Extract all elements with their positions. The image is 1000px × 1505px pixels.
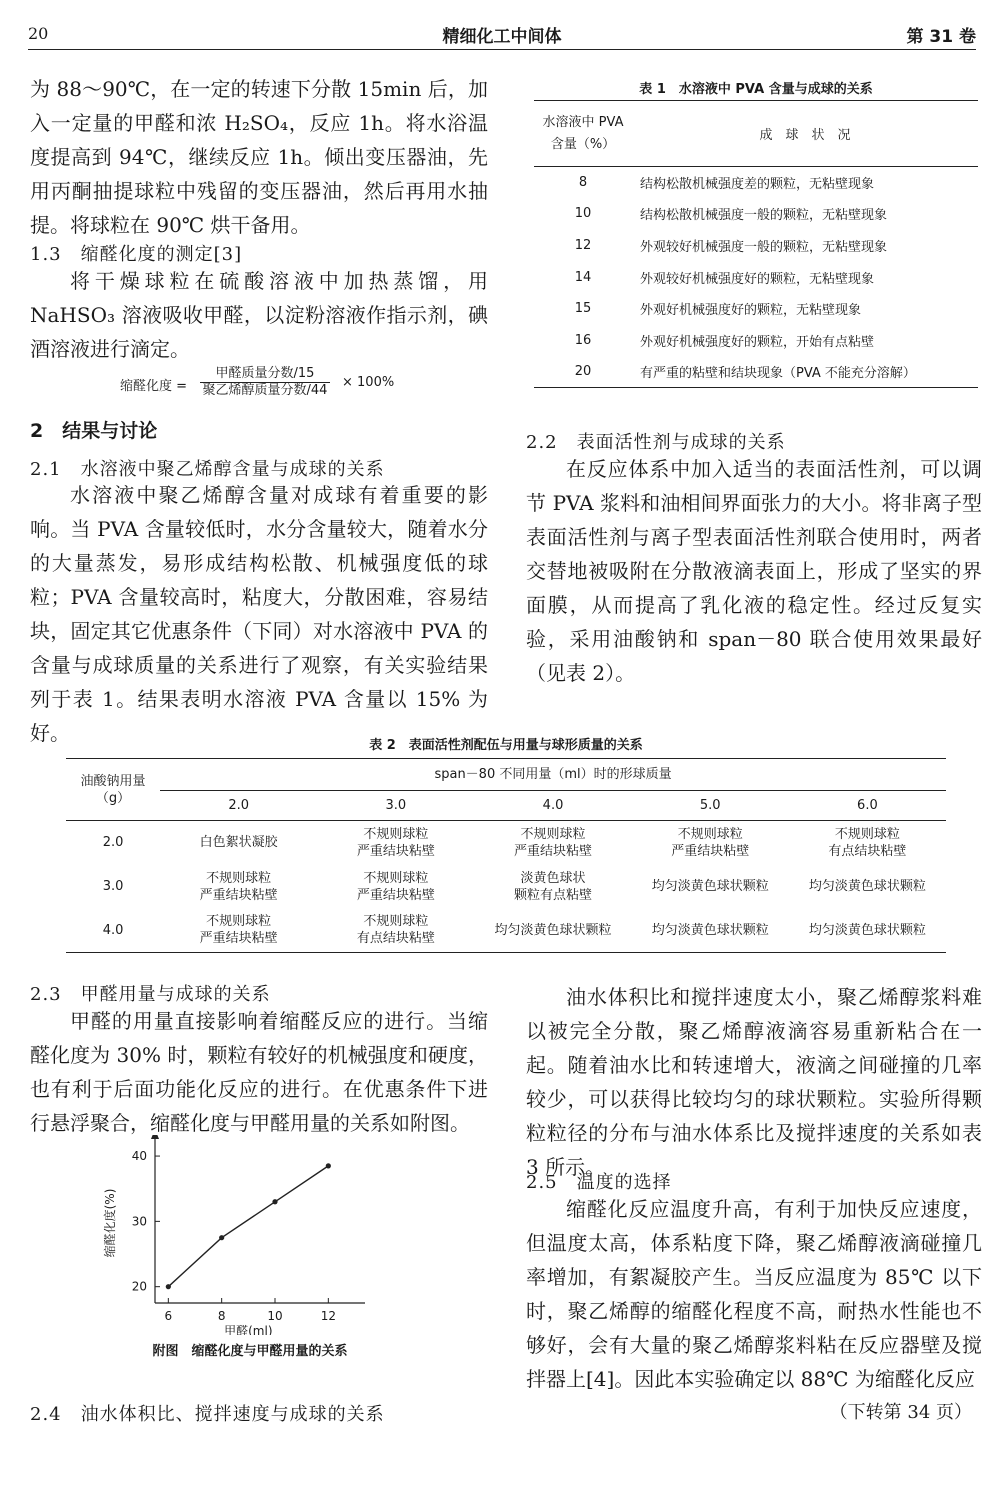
x-tick-label: 10 (267, 1309, 283, 1323)
table1-pva-cell: 10 (574, 206, 592, 222)
paragraph-pva-content: 水溶液中聚乙烯醇含量对成球有着重要的影响。当 PVA 含量较低时，水分含量较大，随着水分的大量蒸发，易形成结构松散、机械强度低的球粒；PVA 含量较高时，粘度大，分散困难，容易结块，固定其它优惠条件（下同）对水溶液中 PVA 的含量与成球质量的关系进行了观察，有关实验结果列于表 1。结果表明水溶液 PVA 含量以 15% 为好。 (30, 483, 488, 745)
x-axis-label: 甲醛(ml) (224, 1324, 273, 1335)
continued-note: （下转第 34 页） (829, 1402, 972, 1423)
section-2-heading: 2 结果与讨论 (30, 420, 158, 442)
formula-numerator: 甲醛质量分数/15 (200, 366, 330, 383)
table2-cell: 白色絮状凝胶 (199, 835, 278, 851)
table1-row (534, 324, 978, 356)
table1-row (534, 293, 978, 325)
y-tick-label: 20 (131, 1279, 147, 1294)
table1-status-cell: 有严重的粘壁和结块现象（PVA 不能充分溶解） (640, 366, 916, 382)
y-tick-label: 40 (131, 1149, 147, 1164)
page-number: 20 (28, 24, 49, 43)
table2-cell: 不规则球粒 有点结块粘壁 (356, 914, 435, 947)
page-header (28, 20, 976, 50)
y-tick-label: 30 (131, 1214, 147, 1229)
table2-row-label: 3.0 (102, 879, 124, 894)
paragraph-surfactant: 在反应体系中加入适当的表面活性剂，可以调节 PVA 浆料和油相间界面张力的大小。将非离子型表面活性剂与离子型表面活性剂联合使用时，两者交替地被吸附在分散液滴表面上，形成了坚实的界面膜，从而提高了乳化液的稳定性。经过反复实验，采用油酸钠和 span－80 联合使用效果最好（见表 2）。 (526, 457, 982, 685)
x-tick-label: 8 (217, 1309, 226, 1323)
table2-cell: 均匀淡黄色球状颗粒 (808, 922, 926, 938)
y-axis-arrow (151, 1135, 159, 1139)
table1-header-status: 成 球 状 况 (759, 128, 851, 143)
section-2-3-heading: 2.3 甲醛用量与成球的关系 (30, 984, 271, 1005)
table1-status-cell: 外观较好机械强度一般的颗粒，无粘壁现象 (640, 239, 888, 255)
table1-pva-cell: 14 (574, 269, 592, 285)
section-2-5-heading: 2.5 温度的选择 (526, 1172, 672, 1193)
table2-cell: 均匀淡黄色球状颗粒 (651, 879, 769, 894)
table1-pva-cell: 16 (574, 332, 592, 348)
figure-caption: 附图 缩醛化度与甲醛用量的关系 (152, 1344, 348, 1359)
data-point (166, 1284, 171, 1289)
volume-label: 第 31 卷 (906, 27, 976, 47)
paragraph-oil-water: 油水体积比和搅拌速度太小，聚乙烯醇浆料难以被完全分散，聚乙烯醇液滴容易重新粘合在一起。随着油水比和转速增大，液滴之间碰撞的几率较少，可以获得比较均匀的球状颗粒。实验所得颗粒粒径的分布与油水体系比及搅拌速度的关系如表 3 所示。 (526, 985, 982, 1179)
table2-col-header: 3.0 (385, 798, 407, 813)
y-axis-label: 缩醛化度(%) (103, 1188, 117, 1258)
formula-rhs: × 100% (342, 375, 395, 390)
formula-denominator: 聚乙烯醇质量分数/44 (202, 383, 328, 398)
paragraph-measurement: 将干燥球粒在硫酸溶液中加热蒸馏，用 NaHSO₃ 溶液吸收甲醛，以淀粉溶液作指示剂，碘酒溶液进行滴定。 (30, 269, 488, 361)
table2-row (66, 909, 946, 953)
table1-row (534, 167, 978, 199)
data-point (219, 1235, 224, 1240)
table2-row-header: 油酸钠用量（g） (66, 759, 160, 821)
acetalization-chart (100, 1135, 370, 1335)
table2-cell: 均匀淡黄色球状颗粒 (651, 922, 769, 938)
table1-status-cell: 外观好机械强度好的颗粒，开始有点粘壁 (640, 334, 875, 350)
x-tick-label: 12 (320, 1309, 336, 1323)
table1-status-cell: 结构松散机械强度差的颗粒，无粘壁现象 (640, 177, 875, 193)
paragraph-procedure: 为 88～90℃，在一定的转速下分散 15min 后，加入一定量的甲醛和浓 H₂SO₄，反应 1h。将水浴温度提高到 94℃，继续反应 1h。倾出变压器油，先用丙酮抽提球粒中残留的变压器油，然后再用水抽提。将球粒在 90℃ 烘干备用。 (30, 77, 488, 237)
section-2-1-heading: 2.1 水溶液中聚乙烯醇含量与成球的关系 (30, 459, 385, 480)
table2-col-group: span－80 不同用量（ml）时的形球质量 (160, 759, 946, 791)
data-point (272, 1199, 277, 1204)
table2-cell: 不规则球粒 有点结块粘壁 (828, 826, 907, 859)
data-point (326, 1163, 331, 1168)
series-line (168, 1166, 328, 1287)
table1-pva-cell: 8 (578, 175, 588, 191)
table2-cell: 不规则球粒 严重结块粘壁 (514, 826, 593, 859)
journal-title: 精细化工中间体 (442, 27, 562, 47)
table1-status-cell: 外观好机械强度好的颗粒，无粘壁现象 (640, 303, 862, 319)
table2-row-label: 4.0 (102, 922, 124, 938)
table2-row (66, 821, 946, 865)
paragraph-formaldehyde: 甲醛的用量直接影响着缩醛反应的进行。当缩醛化度为 30% 时，颗粒有较好的机械强度和硬度，也有利于后面功能化反应的进行。在优惠条件下进行悬浮聚合，缩醛化度与甲醛用量的关系如附图。 (30, 1009, 488, 1135)
table2-cell: 均匀淡黄色球状颗粒 (494, 922, 612, 938)
table2-cell: 淡黄色球状 颗粒有点粘壁 (514, 870, 593, 903)
table2 (66, 758, 946, 953)
table2-col-header: 4.0 (542, 798, 564, 813)
table2-col-header: 2.0 (228, 798, 250, 813)
x-tick-label: 6 (164, 1309, 173, 1323)
table1-pva-cell: 20 (574, 364, 592, 380)
table2-cell: 不规则球粒 严重结块粘壁 (199, 870, 278, 903)
table1-caption: 表 1 水溶液中 PVA 含量与成球的关系 (639, 82, 873, 97)
section-1-3-heading: 1.3 缩醛化度的测定[3] (30, 244, 243, 265)
table1-pva-cell: 12 (574, 237, 592, 253)
table2-caption: 表 2 表面活性剂配伍与用量与球形质量的关系 (369, 738, 643, 753)
table2-cell: 均匀淡黄色球状颗粒 (808, 879, 926, 894)
formula-lhs: 缩醛化度 = (120, 379, 188, 394)
table2-row (66, 865, 946, 909)
section-2-2-heading: 2.2 表面活性剂与成球的关系 (526, 432, 786, 453)
table2-col-header: 6.0 (857, 798, 878, 813)
table1-row (534, 230, 978, 262)
table1-status-cell: 外观较好机械强度好的颗粒，无粘壁现象 (640, 271, 875, 287)
paragraph-temperature: 缩醛化反应温度升高，有利于加快反应速度，但温度太高，体系粘度下降，聚乙烯醇液滴碰撞几率增加，有絮凝胶产生。当反应温度为 85℃ 以下时，聚乙烯醇的缩醛化程度不高，耐热水性能也不够好，会有大量的聚乙烯醇浆料粘在反应器壁及搅拌器上[4]。因此本实验确定以 88℃ 为缩醛化反应 (526, 1197, 982, 1391)
table2-cell: 不规则球粒 严重结块粘壁 (671, 826, 750, 859)
table2-col-header: 5.0 (699, 798, 721, 813)
acetalization-formula (120, 366, 450, 402)
table2-cell: 不规则球粒 严重结块粘壁 (356, 826, 435, 859)
table1-row (534, 261, 978, 293)
table2-row-label: 2.0 (102, 835, 124, 851)
table1-status-cell: 结构松散机械强度一般的颗粒，无粘壁现象 (640, 208, 888, 224)
table1-pva-cell: 15 (574, 301, 592, 317)
table1-row (534, 198, 978, 230)
table1-row (534, 356, 978, 388)
table1-header-pva: 水溶液中 PVA 含量（%） (542, 114, 624, 152)
table1 (534, 100, 978, 388)
table2-cell: 不规则球粒 严重结块粘壁 (199, 914, 278, 947)
table2-cell: 不规则球粒 严重结块粘壁 (356, 870, 435, 903)
section-2-4-heading: 2.4 油水体积比、搅拌速度与成球的关系 (30, 1404, 385, 1425)
